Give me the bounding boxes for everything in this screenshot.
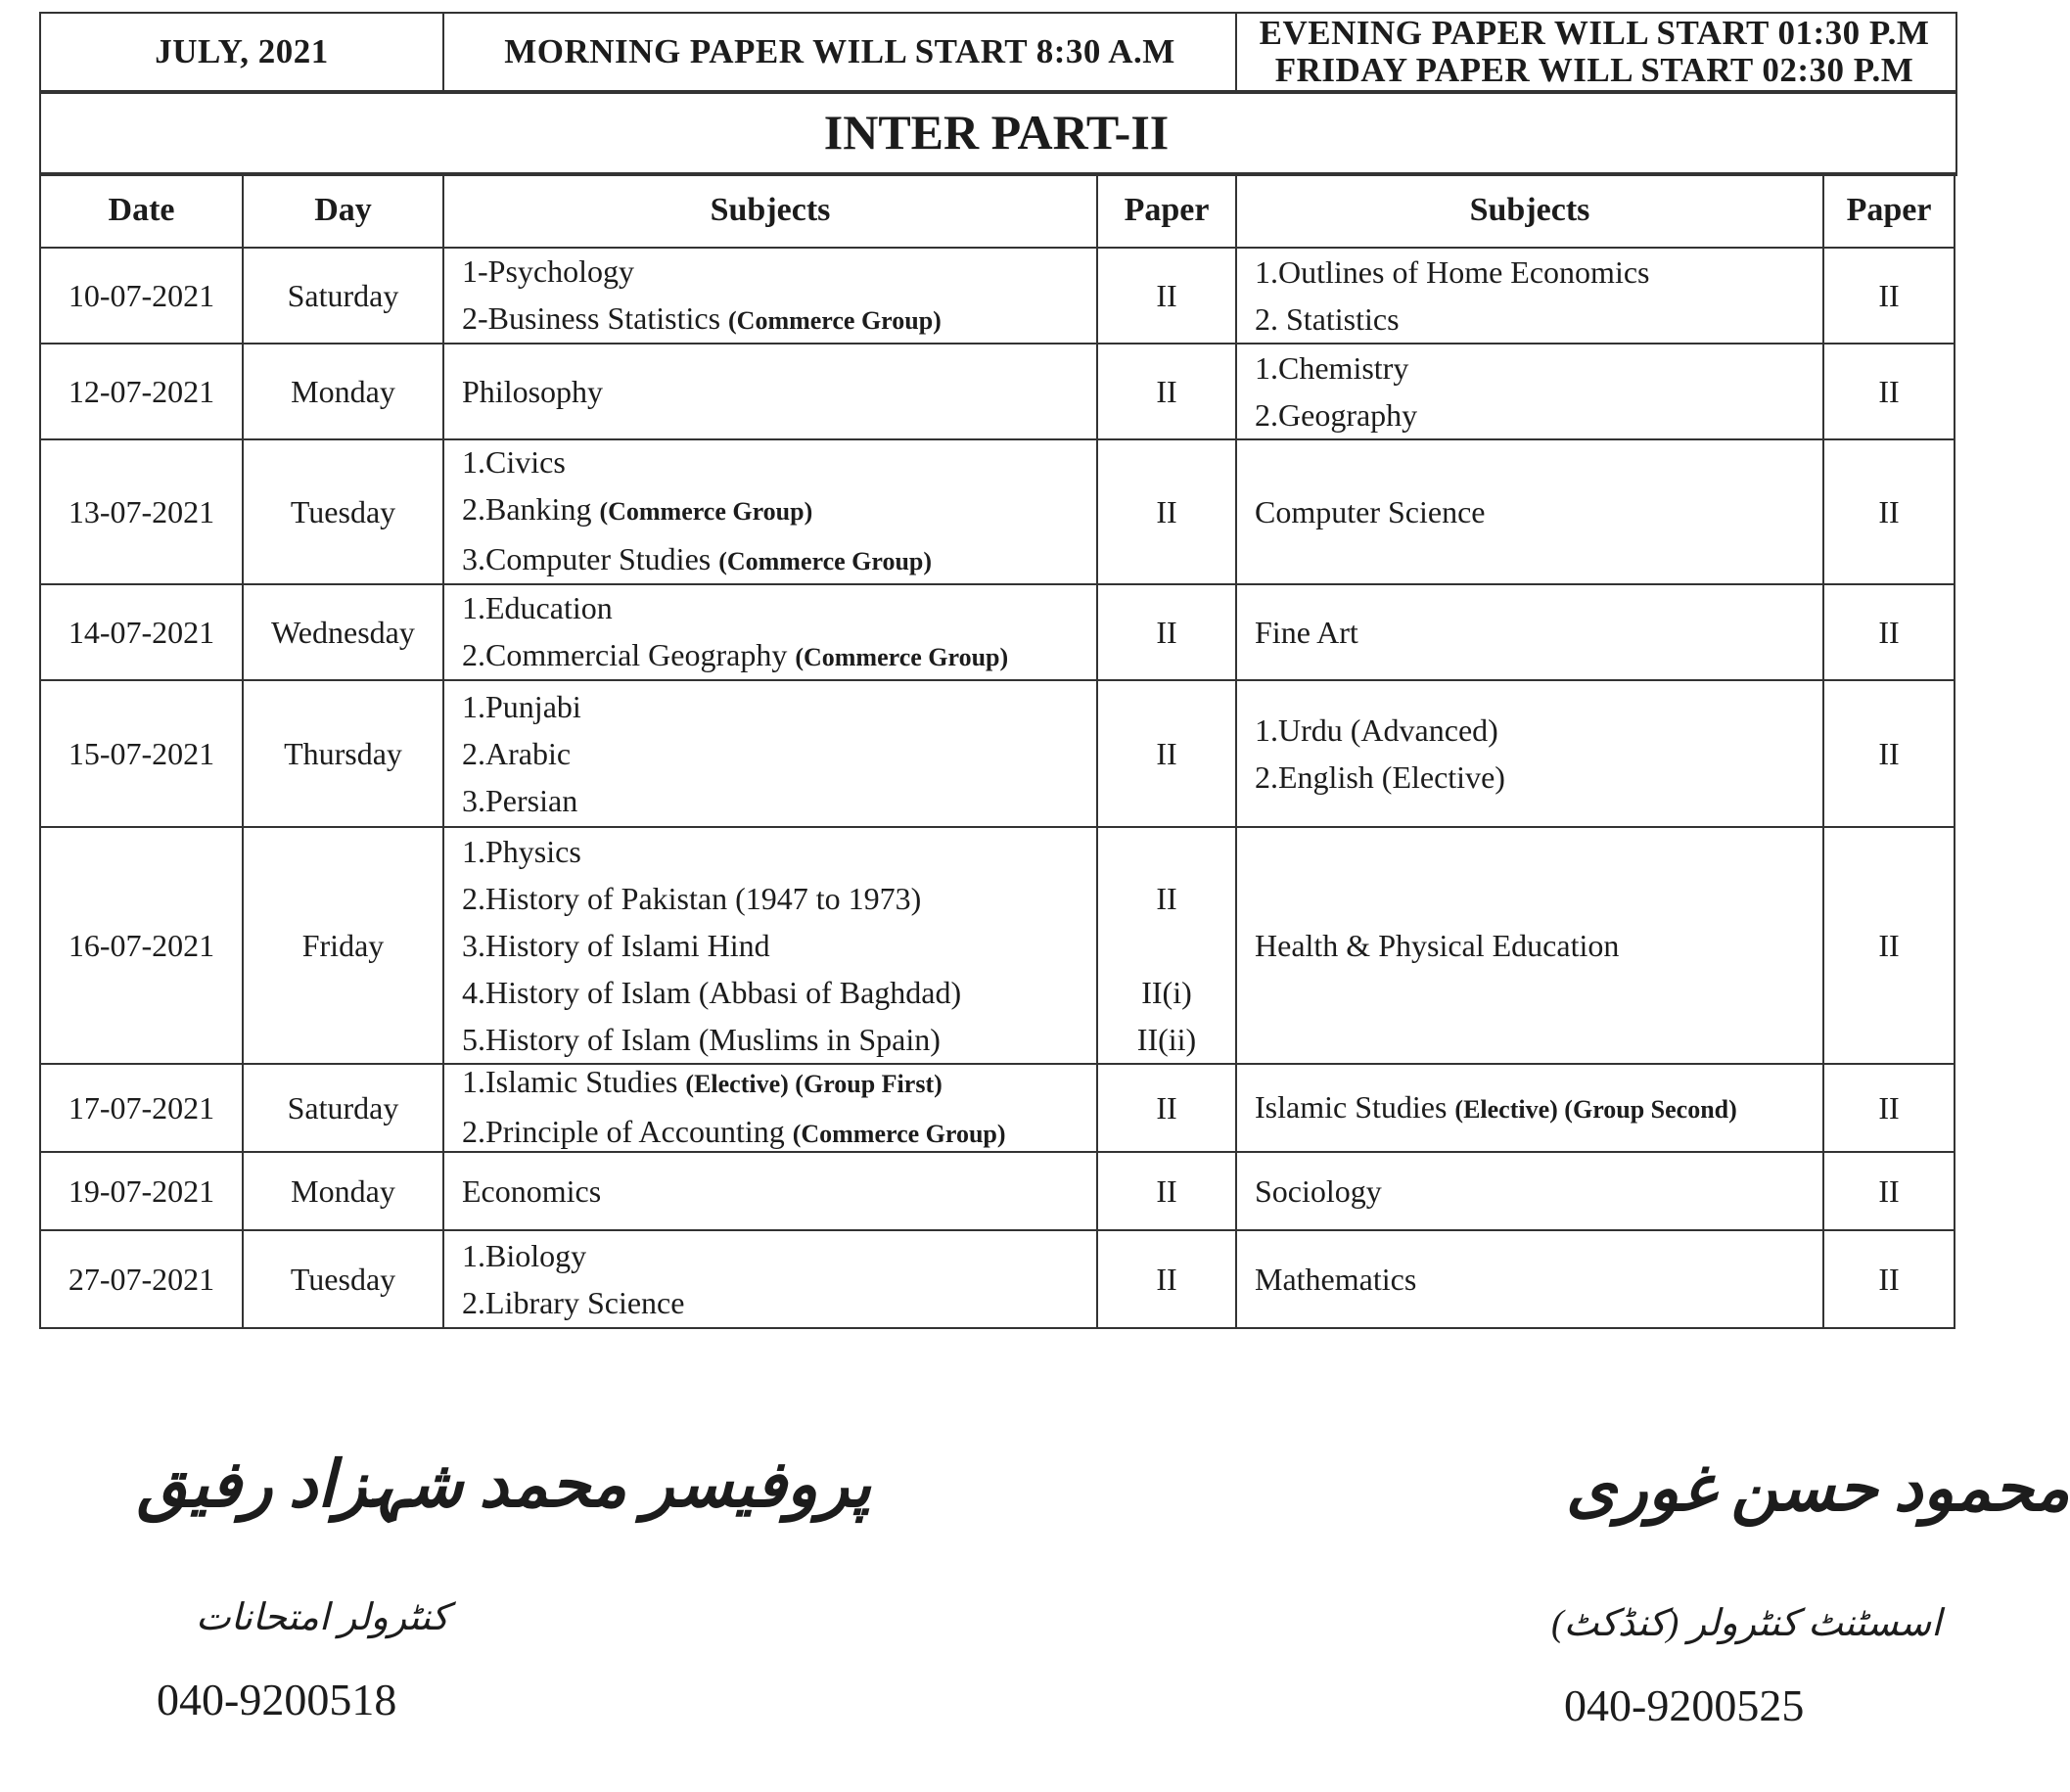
subject-line	[462, 1232, 1096, 1279]
subject-text: 2.Arabic	[462, 736, 572, 771]
morning-paper: II	[1156, 494, 1177, 529]
subject-line	[462, 485, 1096, 535]
evening-subjects	[1237, 440, 1822, 583]
evening-subjects	[1237, 585, 1822, 679]
row-date: 17-07-2021	[68, 1090, 215, 1126]
subject-line	[462, 1108, 1096, 1158]
header-evening-time: EVENING PAPER WILL START 01:30 P.M	[1259, 14, 1930, 52]
subject-text: 5.History of Islam (Muslims in Spain)	[462, 1022, 941, 1057]
subject-text: 2.Library Science	[462, 1285, 685, 1320]
subject-line	[1255, 609, 1822, 656]
right-designation: اسسٹنٹ کنٹرولر (کنڈکٹ)	[1551, 1603, 1942, 1644]
subject-text: 3.History of Islami Hind	[462, 928, 770, 963]
subject-line	[1255, 1256, 1822, 1303]
header-evening-block	[1237, 14, 1952, 90]
row-day: Monday	[291, 374, 395, 409]
column-header-evening-subjects: Subjects	[1469, 192, 1590, 228]
subject-group-note: (Elective) (Group Second)	[1454, 1094, 1737, 1124]
subject-line	[462, 922, 1096, 969]
morning-paper: II	[1156, 1262, 1177, 1297]
subject-text: 3.Computer Studies	[462, 541, 719, 576]
subject-text: 1.Civics	[462, 444, 566, 480]
morning-subjects	[444, 1231, 1096, 1327]
right-phone: 040-9200525	[1564, 1680, 1805, 1730]
evening-subjects	[1237, 1065, 1822, 1151]
subject-text: 1.Urdu (Advanced)	[1255, 712, 1498, 748]
morning-paper: II	[1156, 1173, 1177, 1209]
evening-subjects	[1237, 249, 1822, 343]
subject-line	[462, 248, 1096, 295]
left-signature: پروفیسر محمد شہزاد رفیق	[137, 1449, 872, 1521]
subject-line	[1255, 296, 1822, 343]
evening-subjects	[1237, 1153, 1822, 1229]
row-date: 16-07-2021	[68, 928, 215, 963]
subject-text: 2.Principle of Accounting	[462, 1114, 793, 1149]
column-header-evening-paper: Paper	[1846, 192, 1932, 228]
paper-number: II(ii)	[1136, 1022, 1197, 1057]
column-header-morning-subjects: Subjects	[710, 192, 831, 228]
row-day: Saturday	[287, 1090, 399, 1126]
subject-line	[1255, 922, 1822, 969]
subject-line	[1255, 488, 1822, 535]
row-day: Thursday	[284, 736, 402, 771]
row-date: 27-07-2021	[68, 1262, 215, 1297]
morning-subjects	[444, 249, 1096, 343]
subject-text: 2-Business Statistics	[462, 299, 729, 336]
subject-line	[462, 969, 1096, 1016]
morning-subjects	[444, 681, 1096, 826]
subject-group-note: (Commerce Group)	[795, 642, 1009, 671]
subject-text: Economics	[462, 1173, 602, 1209]
subject-line	[1255, 754, 1822, 801]
subject-line	[1255, 345, 1822, 391]
subject-text: Fine Art	[1255, 615, 1358, 650]
row-day: Monday	[291, 1173, 395, 1209]
left-phone: 040-9200518	[157, 1675, 397, 1724]
evening-paper: II	[1878, 1262, 1900, 1297]
evening-subjects	[1237, 1231, 1822, 1327]
row-date: 13-07-2021	[68, 494, 215, 529]
subject-text: 2.History of Pakistan (1947 to 1973)	[462, 881, 922, 916]
row-day: Saturday	[287, 278, 399, 313]
evening-paper: II	[1878, 736, 1900, 771]
subject-line	[462, 295, 1096, 345]
row-date: 15-07-2021	[68, 736, 215, 771]
morning-paper: II	[1156, 278, 1177, 313]
evening-paper: II	[1878, 278, 1900, 313]
subject-text: Computer Science	[1255, 494, 1486, 529]
left-designation: کنٹرولر امتحانات	[196, 1597, 449, 1638]
morning-subjects	[444, 345, 1096, 438]
subject-line	[462, 777, 1096, 824]
subject-line	[462, 584, 1096, 631]
subject-line	[462, 535, 1096, 585]
page-title: INTER PART-II	[823, 105, 1170, 160]
morning-subjects	[444, 585, 1096, 679]
morning-subjects	[444, 440, 1096, 583]
row-date: 19-07-2021	[68, 1173, 215, 1209]
subject-line	[462, 1016, 1096, 1063]
column-rule	[1954, 172, 1955, 1329]
subject-text: 1-Psychology	[462, 253, 634, 289]
column-header-morning-paper: Paper	[1124, 192, 1210, 228]
morning-paper: II	[1156, 374, 1177, 409]
subject-text: 1.Chemistry	[1255, 350, 1409, 386]
paper-number: II(i)	[1141, 975, 1192, 1010]
evening-paper: II	[1878, 494, 1900, 529]
row-date: 12-07-2021	[68, 374, 215, 409]
subject-line	[462, 683, 1096, 730]
evening-paper: II	[1878, 1090, 1900, 1126]
row-day: Friday	[301, 928, 385, 963]
column-header-day: Day	[314, 192, 372, 228]
subject-line	[462, 1058, 1096, 1108]
morning-paper: II	[1156, 615, 1177, 650]
subject-line	[462, 438, 1096, 485]
subject-line	[462, 1279, 1096, 1326]
evening-paper: II	[1878, 615, 1900, 650]
evening-subjects	[1237, 828, 1822, 1063]
row-date: 14-07-2021	[68, 615, 215, 650]
subject-line	[1255, 249, 1822, 296]
header-month: JULY, 2021	[155, 32, 329, 70]
subject-text: 2.Geography	[1255, 397, 1418, 433]
row-day: Tuesday	[290, 1262, 396, 1297]
subject-text: 4.History of Islam (Abbasi of Baghdad)	[462, 975, 962, 1010]
header-morning-time: MORNING PAPER WILL START 8:30 A.M	[504, 32, 1175, 70]
subject-line	[462, 828, 1096, 875]
subject-line	[462, 368, 1096, 415]
subject-group-note: (Elective) (Group First)	[685, 1070, 943, 1098]
subject-line	[462, 730, 1096, 777]
evening-subjects	[1237, 681, 1822, 826]
morning-paper: II	[1156, 736, 1177, 771]
row-rule	[39, 1327, 1955, 1329]
subject-line	[462, 631, 1096, 681]
subject-group-note: (Commerce Group)	[599, 497, 813, 526]
morning-subjects	[444, 1065, 1096, 1151]
subject-group-note: (Commerce Group)	[718, 547, 933, 575]
subject-group-note: (Commerce Group)	[728, 305, 942, 335]
subject-text: 2.English (Elective)	[1255, 759, 1505, 795]
column-header-date: Date	[108, 192, 175, 228]
subject-text: 1.Outlines of Home Economics	[1255, 254, 1650, 290]
row-date: 10-07-2021	[68, 278, 215, 313]
subject-text: Sociology	[1255, 1173, 1382, 1209]
subject-text: 1.Punjabi	[462, 689, 581, 724]
subject-text: 2.Commercial Geography	[462, 636, 796, 672]
subject-text: Health & Physical Education	[1255, 928, 1620, 963]
paper-number: II	[1156, 881, 1177, 916]
subject-line	[1255, 1168, 1822, 1215]
evening-subjects	[1237, 345, 1822, 438]
row-day: Wednesday	[271, 615, 415, 650]
subject-line	[1255, 707, 1822, 754]
subject-text: 3.Persian	[462, 783, 578, 818]
subject-text: Mathematics	[1255, 1262, 1417, 1297]
subject-line	[462, 875, 1096, 922]
header-friday-time: FRIDAY PAPER WILL START 02:30 P.M	[1274, 51, 1914, 89]
row-day: Tuesday	[290, 494, 396, 529]
subject-text: 1.Physics	[462, 834, 581, 869]
subject-text: 1.Education	[462, 589, 613, 625]
subject-line	[1255, 391, 1822, 438]
morning-subjects	[444, 828, 1096, 1063]
subject-group-note: (Commerce Group)	[792, 1120, 1006, 1148]
morning-subjects	[444, 1153, 1096, 1229]
morning-paper: II	[1156, 1090, 1177, 1126]
evening-paper: II	[1878, 374, 1900, 409]
subject-line	[1255, 1083, 1822, 1133]
evening-paper: II	[1878, 928, 1900, 963]
subject-text: 2. Statistics	[1255, 301, 1400, 337]
subject-text: Islamic Studies	[1255, 1088, 1455, 1125]
subject-text: Philosophy	[462, 374, 604, 409]
evening-paper: II	[1878, 1173, 1900, 1209]
right-signature: محمود حسن غوری	[1566, 1453, 2070, 1525]
subject-text: 1.Biology	[462, 1238, 587, 1273]
subject-line	[462, 1168, 1096, 1215]
morning-paper	[1098, 828, 1235, 1063]
subject-text: 1.Islamic Studies	[462, 1064, 686, 1099]
subject-text: 2.Banking	[462, 491, 600, 527]
